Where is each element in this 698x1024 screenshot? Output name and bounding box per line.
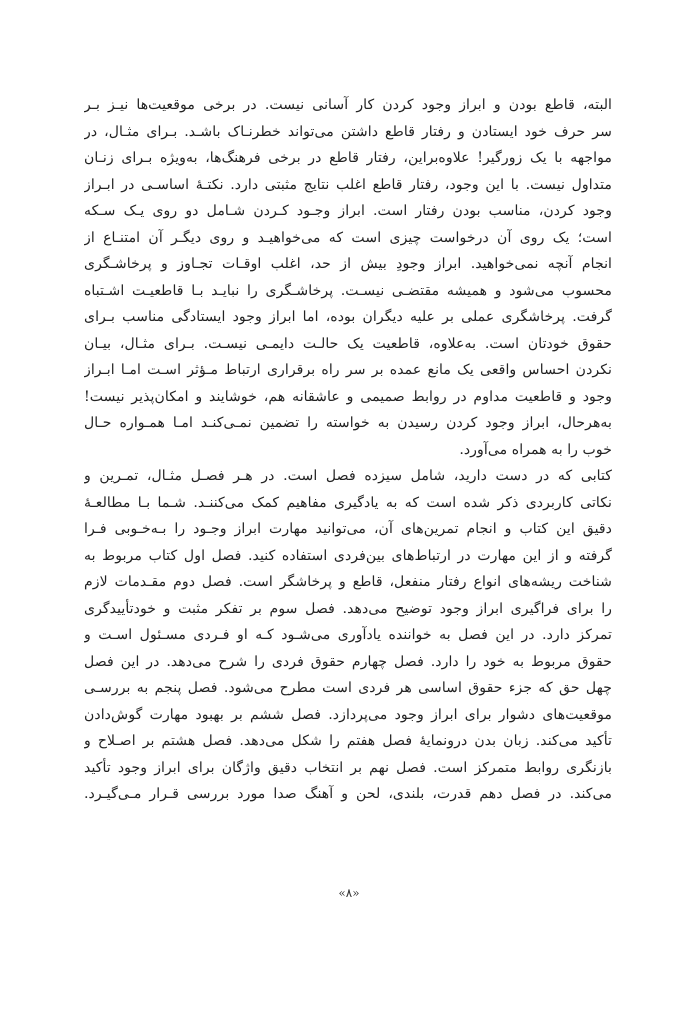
body-text	[84, 92, 612, 808]
text-line: بازنگری روابط متمرکز است. فصل نهم بر انتخاب دقیق واژگان برای ابراز وجود تأکید	[84, 759, 612, 776]
text-line: نکاتی کاربردی ذکر شده است که به یادگیری مفاهیم کمک می‌کننـد. شـما بـا مطالعـهٔ	[84, 494, 612, 511]
text-line: وجود و قاطعیت مداوم در روابط صمیمی و عاشقانه هم، خوشایند و امکان‌پذیر نیست!	[84, 388, 612, 405]
text-line: گرفت. پرخاشگری عملی بر علیه دیگران بوده، اما ابراز وجود ایستادگی مناسب بـرای	[84, 309, 612, 325]
text-line: است؛ یک روی آن درخواست چیزی است که می‌خواهیـد و روی دیگـر آن امتنـاع از	[84, 229, 612, 246]
text-line: موقعیت‌های دشوار برای ابراز وجود می‌پردازد. فصل ششم بر بهبود مهارت گوش‌دادن	[84, 706, 612, 723]
text-line: به‌هرحال، ابراز وجود کردن رسیدن به خواسته را تضمین نمـی‌کنـد امـا همـواره حـال	[84, 415, 612, 431]
text-line: را برای فراگیری ابراز وجود توضیح می‌دهد. فصل سوم بر تفکر مثبت و خودتأییدگری	[84, 600, 612, 617]
text-line: خوب را به همراه می‌آورد.	[459, 441, 612, 458]
text-line: گرفته و از این مهارت در ارتباط‌های بین‌فردی استفاده کنید. فصل اول کتاب مربوط به	[84, 547, 612, 564]
text-line: دقیق این کتاب و انجام تمرین‌های آن، می‌توانید مهارت ابراز وجـود را بـه‌خـوبی فـرا	[84, 521, 612, 537]
paragraph-1	[84, 92, 612, 463]
text-line: البته، قاطع بودن و ابراز وجود کردن کار آسانی نیست. در برخی موقعیت‌ها نیـز بـر	[84, 97, 612, 113]
text-line: سر حرف خود ایستادن و رفتار قاطع داشتن می‌تواند خطرنـاک باشـد. بـرای مثـال، در	[84, 123, 612, 140]
text-line: انجام آنچه نمی‌خواهید. ابراز وجودِ بیش از حد، اغلب اوقـات تجـاوز و پرخاشـگری	[84, 256, 612, 272]
text-line: می‌کند. در فصل دهم قدرت، بلندی، لحن و آهنگ صدا مورد بررسی قـرار مـی‌گیـرد.	[84, 786, 612, 802]
text-line: شناخت ریشه‌های انواع رفتار منفعل، قاطع و پرخاشگر است. فصل دوم مقـدمات لازم	[84, 574, 612, 590]
text-line: مواجهه با یک زورگیر! علاوه‌براین، رفتار قاطع در برخی فرهنگ‌ها، به‌ویژه بـرای زنـان	[84, 150, 612, 166]
text-line: نکردن احساس واقعی یک مانع عمده بر سر راه برقراری ارتباط مـؤثر اسـت امـا ابـراز	[84, 362, 612, 378]
text-line: حقوق مربوط به خود را دارد. فصل چهارم حقوق فردی را شرح می‌دهد. در این فصل	[84, 653, 612, 670]
text-line: وجود کردن، مناسب بودن رفتار است. ابراز وجـود کـردن شـامل دو روی یـک سـکه	[84, 203, 612, 219]
text-line: محسوب می‌شود و همیشه مقتضـی نیسـت. پرخاشـگری را نبایـد بـا قاطعیـت اشـتباه	[84, 282, 612, 299]
text-line: حقوق خودتان است. به‌علاوه، قاطعیت یک حالـت دایمـی نیسـت. بـرای مثـال، بیـان	[84, 335, 612, 352]
page-number: «۸»	[338, 886, 360, 900]
text-line: تمرکز دارد. در این فصل به خواننده یادآوری می‌شـود کـه او فـردی مسـئول اسـت و	[84, 627, 612, 643]
text-line: کتابی که در دست دارید، شامل سیزده فصل است. در هـر فصـل مثـال، تمـرین و	[84, 468, 612, 484]
text-line: چهل حق که جزء حقوق اساسی هر فردی است مطرح می‌شود. فصل پنجم به بررسـی	[84, 680, 612, 696]
text-line: متداول نیست. با این وجود، رفتار قاطع اغلب نتایج مثبتی دارد. نکتـهٔ اساسـی در ابـراز	[84, 176, 612, 193]
paragraph-2	[84, 463, 612, 808]
text-line: تأکید می‌کند. زبان بدن درونمایهٔ فصل هفتم را شکل می‌دهد. فصل هشتم بر اصـلاح و	[84, 733, 612, 749]
